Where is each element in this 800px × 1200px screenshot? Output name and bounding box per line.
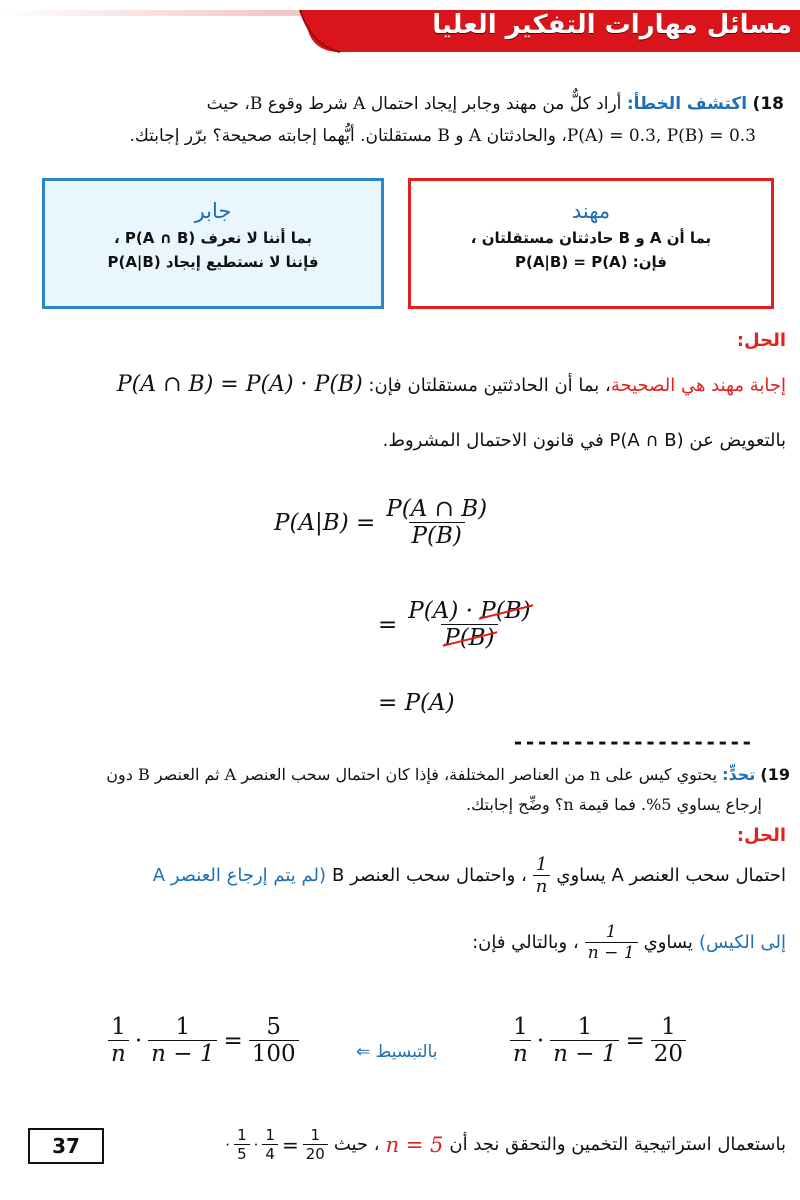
section-separator: --------------------: [512, 730, 753, 754]
fraction: [510, 1014, 531, 1067]
equation-result: = P(A): [378, 690, 455, 716]
question-19-line2: إرجاع يساوي 5%. فما قيمة n؟ وضِّح إجابتك.: [465, 795, 762, 814]
equals-sign: =: [378, 611, 398, 638]
numerator: 1: [513, 1014, 528, 1040]
muhannad-answer-box: [408, 178, 774, 309]
solution-text: احتمال سحب العنصر A يساوي: [556, 865, 786, 886]
denominator: n: [510, 1040, 531, 1067]
solution-18-line1: [10, 372, 786, 397]
numerator: [405, 598, 533, 624]
dot-operator: ·: [536, 1027, 545, 1054]
solution-19-final: [225, 1126, 786, 1163]
numerator-term: P(A) ·: [408, 598, 481, 624]
question-18-line1: [14, 88, 784, 120]
denominator: n − 1: [148, 1040, 217, 1067]
numerator: 1: [577, 1014, 593, 1040]
numerator: P(A ∩ B): [386, 496, 488, 522]
fraction: [108, 1014, 129, 1067]
fraction-one-over-n: [533, 854, 551, 897]
question-label: تحدٍّ:: [722, 765, 756, 784]
question-19-line1: [6, 760, 790, 790]
note-text: إلى الكيس): [698, 932, 786, 953]
question-number: 18): [752, 94, 784, 114]
question-text: أراد كلٌّ من مهند وجابر إيجاد احتمال A شرط وقوع B، حيث: [206, 94, 622, 114]
denominator: 20: [651, 1040, 686, 1067]
numerator: 1: [175, 1014, 191, 1040]
solution-text: ، بما أن الحادثتين مستقلتان فإن:: [368, 375, 611, 396]
denominator: n − 1: [550, 1040, 619, 1067]
question-text: يحتوي كيس على n من العناصر المختلفة، فإذا كان احتمال سحب العنصر A ثم العنصر B دون: [106, 765, 718, 784]
equation-probability: [108, 1014, 299, 1067]
section-title: مسائل مهارات التفكير العليا: [432, 10, 792, 40]
equation-conditional: [274, 496, 490, 549]
fraction: [405, 598, 533, 651]
solution-19-line1: [10, 854, 786, 897]
denominator: 5: [234, 1144, 250, 1163]
box-title: مهند: [571, 199, 611, 223]
equation-substitution: [378, 598, 534, 651]
fraction: [550, 1014, 619, 1067]
denominator: 4: [262, 1144, 278, 1163]
numerator: 1: [661, 1014, 676, 1040]
jaber-answer-box: [42, 178, 384, 309]
independence-formula: P(A ∩ B) = P(A) · P(B): [116, 372, 363, 397]
box-line: فإننا لا نستطيع إيجاد P(A|B): [107, 253, 319, 271]
dot-operator: ·: [134, 1027, 143, 1054]
solution-text: باستعمال استراتيجية التخمين والتحقق نجد أن: [449, 1134, 786, 1155]
question-18-line2: P(A) = 0.3, P(B) = 0.3، والحادثتان A و B مستقلتان. أيُّهما إجابته صحيحة؟ برّر إجابتك.: [129, 126, 756, 146]
dot-operator: ·: [225, 1135, 231, 1154]
solution-18-line2: بالتعويض عن P(A ∩ B) في قانون الاحتمال المشروط.: [382, 430, 786, 451]
fraction: [651, 1014, 686, 1067]
simplify-label: بالتبسيط ⇐: [356, 1042, 438, 1062]
box-line: بما أننا لا نعرف P(A ∩ B) ،: [113, 229, 313, 247]
solution-heading: الحل:: [736, 825, 786, 846]
equation-simplified: [510, 1014, 686, 1067]
fraction: [262, 1126, 278, 1163]
correct-answer-text: إجابة مهند هي الصحيحة: [610, 375, 786, 396]
verification-equation: [225, 1126, 328, 1163]
question-19: [6, 760, 790, 820]
solution-heading: الحل:: [736, 330, 786, 351]
equals-sign: =: [223, 1027, 243, 1054]
cancelled-term: P(B): [480, 598, 531, 624]
numerator: 1: [111, 1014, 126, 1040]
numerator: 1: [265, 1126, 275, 1144]
dot-operator: ·: [253, 1135, 259, 1154]
numerator: 1: [605, 922, 617, 942]
solution-text: ، واحتمال سحب العنصر B: [332, 865, 527, 886]
numerator: 1: [535, 854, 548, 875]
question-label: اكتشف الخطأ:: [626, 94, 748, 114]
numerator: 5: [266, 1014, 282, 1040]
fraction-one-over-n-minus-1: [585, 922, 638, 963]
note-text: (لم يتم إرجاع العنصر A: [152, 865, 326, 886]
solution-text: ، وبالتالي فإن:: [472, 932, 579, 953]
solution-text: يساوي: [643, 932, 693, 953]
box-line: فإن: P(A|B) = P(A): [514, 253, 668, 271]
numerator: 1: [237, 1126, 247, 1144]
equals-sign: =: [281, 1132, 299, 1157]
page-number: 37: [28, 1128, 104, 1164]
denominator: n: [108, 1040, 129, 1067]
solution-19-line2: [472, 922, 786, 963]
fraction: [383, 496, 490, 549]
fraction: [234, 1126, 250, 1163]
n-value: n = 5: [385, 1132, 444, 1157]
numerator: 1: [310, 1126, 321, 1144]
denominator: P(B): [409, 522, 465, 549]
fraction: [148, 1014, 217, 1067]
equals-sign: =: [625, 1027, 645, 1054]
denominator: n: [533, 875, 551, 897]
fraction: [249, 1014, 299, 1067]
solution-text: ، حيث: [333, 1134, 380, 1155]
fraction: [303, 1126, 328, 1163]
question-18: [14, 88, 784, 152]
equation-lhs: P(A|B) =: [274, 509, 376, 536]
box-line: بما أن A و B حادثتان مستقلتان ،: [470, 229, 712, 247]
denominator: 20: [303, 1144, 328, 1163]
question-number: 19): [760, 765, 790, 784]
box-title: جابر: [194, 199, 232, 223]
cancelled-term: P(B): [444, 625, 495, 651]
denominator: [441, 624, 497, 651]
denominator: 100: [249, 1040, 299, 1067]
denominator: n − 1: [585, 942, 638, 963]
